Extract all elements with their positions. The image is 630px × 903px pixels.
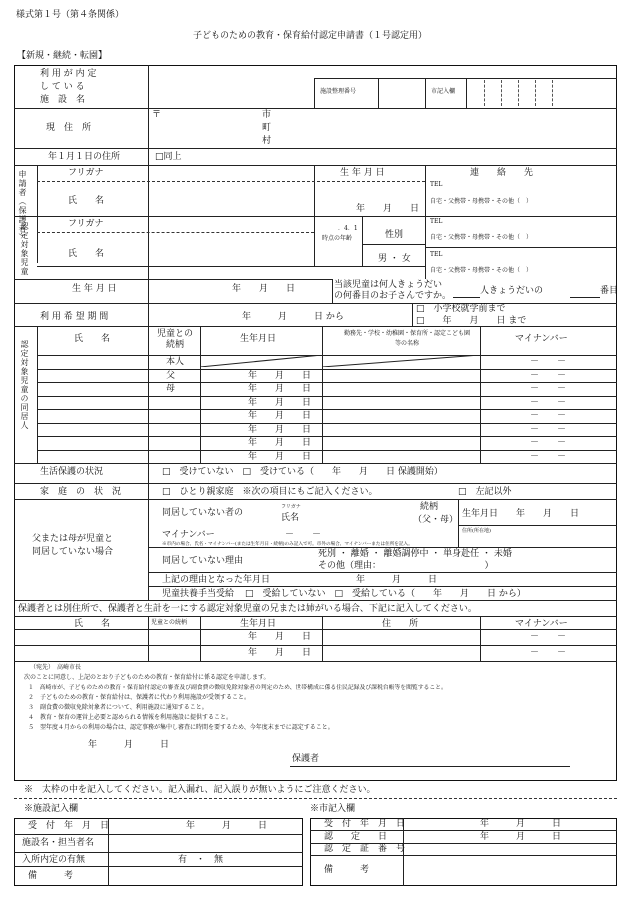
jan1-address-label: 年１月１日の住所	[48, 152, 121, 162]
facility-received-label: 受 付 年 月 日	[28, 821, 110, 831]
nonresident-relation-options[interactable]: （父・母）	[413, 515, 459, 525]
period-option-preschool[interactable]: □ 小学校就学前まで	[416, 304, 506, 314]
household-row-line	[37, 396, 617, 397]
household-dob: 年 月 日	[248, 397, 312, 408]
household-mynumber: － －	[530, 411, 567, 421]
address-label: 現 住 所	[46, 123, 92, 133]
enrollment-label: 入所内定の有無	[22, 855, 86, 865]
household-mynumber: － －	[530, 424, 567, 435]
period-from: 年 月 日 から	[242, 312, 344, 322]
household-dob: 年 月 日	[248, 424, 312, 435]
child-dob-label: 生 年 月 日	[72, 284, 117, 294]
applicant-dob-header: 生 年 月 日	[340, 168, 385, 178]
family-label: 家 庭 の 状 況	[40, 487, 122, 497]
nonresident-dob: 生年月日 年 月 日	[462, 509, 580, 519]
consent-intro: 次のことに同意し、上記のとおり子どものための教育・保育給付に係る認定を申請します。	[24, 674, 270, 681]
application-type: 【新規・継続・転園】	[17, 51, 108, 61]
office-number-label: 施設整理番号	[320, 88, 357, 95]
household-row-line	[37, 369, 617, 370]
household-dob: 年 月 日	[248, 411, 312, 421]
age-date: ．4．1	[338, 225, 358, 232]
single-parent-option[interactable]: □ ひとり親家庭 ※次の項目にもご記入ください。	[162, 487, 378, 497]
nonresident-note: ※市内の場合、氏名・マイナンバー(または生年月日・続柄)のみ記入で可。市外の場合、マイナンバーまたは住所を記入。	[162, 541, 413, 547]
city-cert-date-label: 認 定 日	[324, 832, 388, 842]
nonresident-label: 父または母が児童と	[32, 534, 114, 544]
period-option-date[interactable]: □ 年 月 日 まで	[416, 316, 527, 326]
separate-sibling-heading: 保護者とは別住所で、保護者と生計を一にする認定対象児童の兄または姉がいる場合、下記に記入してください。	[18, 604, 477, 614]
birth-order-question-2: の何番目のお子さんですか。	[334, 291, 452, 301]
nonresident-mynumber-label: マイナンバー	[162, 530, 215, 540]
city-received-label: 受 付 年 月 日	[324, 819, 406, 829]
household-row-line	[37, 382, 617, 383]
child-contact-options-1: 自宅・父携帯・母携帯・その他（ ）	[430, 234, 533, 241]
nonresident-address-label: 住所(所在地)	[462, 528, 491, 534]
applicant-dob: 年 月 日	[356, 204, 420, 214]
enrollment-options[interactable]: 有 ・ 無	[178, 855, 224, 865]
child-group-label: 認定対象児童	[20, 222, 29, 276]
applicant-contact-options: 自宅・父携帯・母携帯・その他（ ）	[430, 198, 533, 205]
guardian-signature-label: 保護者	[292, 754, 320, 764]
nonresident-reasons[interactable]: 死別 ・ 離婚 ・ 離婚調停中 ・ 単身赴任 ・ 未婚	[318, 549, 512, 559]
sex-label: 性別	[385, 230, 404, 240]
applicant-group-label: 申請者（保護者）	[18, 170, 27, 242]
city-suffix: 市	[262, 110, 272, 120]
city-section-heading: ※市記入欄	[310, 804, 356, 814]
household-self-slash	[200, 355, 480, 367]
welfare-label: 生活保護の状況	[40, 467, 104, 477]
household-row-line	[37, 450, 617, 451]
household-dob: 年 月 日	[248, 451, 312, 462]
separate-row-mynumber: － －	[530, 632, 567, 642]
household-relation: 本人	[166, 357, 185, 367]
child-dob: 年 月 日	[232, 284, 296, 294]
city-remarks-label: 備 考	[324, 865, 370, 875]
separate-col-mynumber: マイナンバー	[515, 619, 568, 629]
same-as-above-checkbox[interactable]: □同上	[155, 152, 182, 162]
separate-row-mynumber: － －	[530, 648, 567, 658]
city-field-label: 市記入欄	[431, 88, 456, 95]
birth-order-answer: 人きょうだいの	[480, 286, 544, 296]
support-options[interactable]: □ 受給していない □ 受給している（ 年 月 日 から）	[245, 589, 526, 599]
welfare-options[interactable]: □ 受けていない □ 受けている（ 年 月 日 保護開始）	[162, 467, 443, 477]
consent-item: ５ 翌年度４月からの利用の場合は、認定事務が集中し審査に時間を要するため、今年度末までに認定すること。	[28, 724, 334, 731]
postal-mark: 〒	[152, 110, 162, 120]
household-col-relation: 児童との続柄	[156, 329, 193, 350]
nonresident-mynumber: － －	[285, 530, 322, 540]
separate-row-dob: 年 月 日	[248, 648, 312, 658]
city-received-date: 年 月 日	[480, 819, 562, 829]
child-contact-options-2: 自宅・父携帯・母携帯・その他（ ）	[430, 267, 533, 274]
facility-label-3: 施 設 名	[40, 95, 86, 105]
separate-col-relation: 児童との続柄	[151, 619, 188, 626]
consent-item: ２ 子どものための教育・保育給付は、保護者に代わり利用施設が受領すること。	[28, 694, 251, 701]
nonresident-furigana: フリガナ	[281, 504, 301, 510]
nonresident-person-label: 同居していない者の	[162, 508, 244, 518]
reason-date: 年 月 日	[356, 575, 438, 585]
support-label: 児童扶養手当受給	[162, 589, 235, 599]
period-label: 利 用 希 望 期 間	[40, 312, 109, 322]
household-group-label: 認定対象児童の同居人	[20, 340, 29, 430]
household-mynumber: － －	[530, 451, 567, 462]
birth-order-question: 当該児童は何人きょうだい	[334, 280, 443, 290]
household-mynumber: － －	[530, 384, 567, 394]
facility-label-2: し て い る	[40, 82, 85, 92]
birth-order-unit: 番目	[600, 286, 619, 296]
child-tel-label-2: TEL	[430, 251, 443, 258]
form-title: 子どものための教育・保育給付認定申請書（１号認定用）	[193, 31, 428, 41]
contact-header: 連 絡 先	[470, 168, 534, 178]
household-row-line	[37, 436, 617, 437]
household-mynumber: － －	[530, 397, 567, 408]
applicant-furigana-label: フリガナ	[68, 168, 104, 178]
reason-date-label: 上記の理由となった年月日	[162, 575, 271, 585]
facility-section-heading: ※施設記入欄	[24, 804, 79, 814]
consent-to: （宛先） 高崎市長	[30, 664, 82, 671]
household-col-mynumber: マイナンバー	[515, 334, 568, 344]
separate-col-name: 氏 名	[74, 619, 111, 629]
facility-staff-label: 施設名・担当者名	[22, 838, 95, 848]
household-col-name: 氏 名	[74, 334, 111, 344]
family-other-option[interactable]: □ 左記以外	[458, 487, 512, 497]
city-cert-number-label: 認 定 証 番 号	[324, 844, 406, 854]
town-suffix: 町	[262, 123, 272, 133]
consent-item: ３ 副食費の徴収免除対象者について、利用施設に通知すること。	[28, 704, 208, 711]
household-col-workplace: 勤務先・学校・幼稚園・保育所・認定こども園等の名称	[343, 330, 470, 347]
facility-received-date: 年 月 日	[186, 821, 268, 831]
nonresident-label-2: 同居していない場合	[32, 547, 114, 557]
consent-item: ４ 教育・保育の運営上必要と認められる情報を利用施設に提供すること。	[28, 714, 233, 721]
consent-item: １ 高崎市が、子どものための教育・保育給付認定の審査及び副食費の徴収免除対象者の判定のため、世帯構成に係る住民記録及び課税台帳等を閲覧すること。	[28, 684, 447, 691]
facility-label: 利 用 が 内 定	[40, 69, 97, 79]
nonresident-reason-other[interactable]: その他（理由： ）	[318, 561, 494, 571]
child-furigana-label: フリガナ	[68, 219, 104, 229]
separate-row-dob: 年 月 日	[248, 632, 312, 642]
household-row-line	[37, 409, 617, 410]
nonresident-relation-label: 続柄	[420, 502, 439, 512]
household-col-dob: 生年月日	[240, 334, 277, 344]
household-dob: 年 月 日	[248, 438, 312, 448]
household-mynumber: － －	[530, 357, 567, 367]
household-row-line	[37, 423, 617, 424]
applicant-name-label: 氏 名	[68, 196, 105, 206]
household-relation: 母	[166, 384, 176, 394]
applicant-tel-label: TEL	[430, 181, 443, 188]
applicant-name-field[interactable]	[150, 183, 312, 215]
separate-col-dob: 生年月日	[240, 619, 277, 629]
household-mynumber: － －	[530, 370, 567, 381]
household-relation: 父	[166, 370, 176, 381]
household-dob: 年 月 日	[248, 370, 312, 381]
city-cert-date: 年 月 日	[480, 832, 562, 842]
child-name-label: 氏 名	[68, 249, 105, 259]
child-name-field[interactable]	[150, 234, 312, 264]
facility-remarks-label: 備 考	[28, 871, 74, 881]
consent-date: 年 月 日	[88, 740, 170, 750]
form-number: 様式第１号（第４条関係）	[16, 10, 125, 20]
child-tel-label: TEL	[430, 218, 443, 225]
age-label: 時点の年齢	[322, 235, 353, 242]
nonresident-name-label: 氏名	[281, 513, 300, 523]
nonresident-reason-label: 同居していない理由	[162, 556, 244, 566]
footer-note: ※ 太枠の中を記入してください。記入漏れ、記入誤りが無いようにご注意ください。	[24, 785, 376, 795]
village-suffix: 村	[262, 136, 272, 146]
facility-name-field[interactable]	[150, 70, 312, 106]
household-dob: 年 月 日	[248, 384, 312, 394]
separate-col-address: 住 所	[382, 619, 419, 629]
sex-options[interactable]: 男 ・ 女	[378, 254, 411, 264]
household-mynumber: － －	[530, 438, 567, 448]
